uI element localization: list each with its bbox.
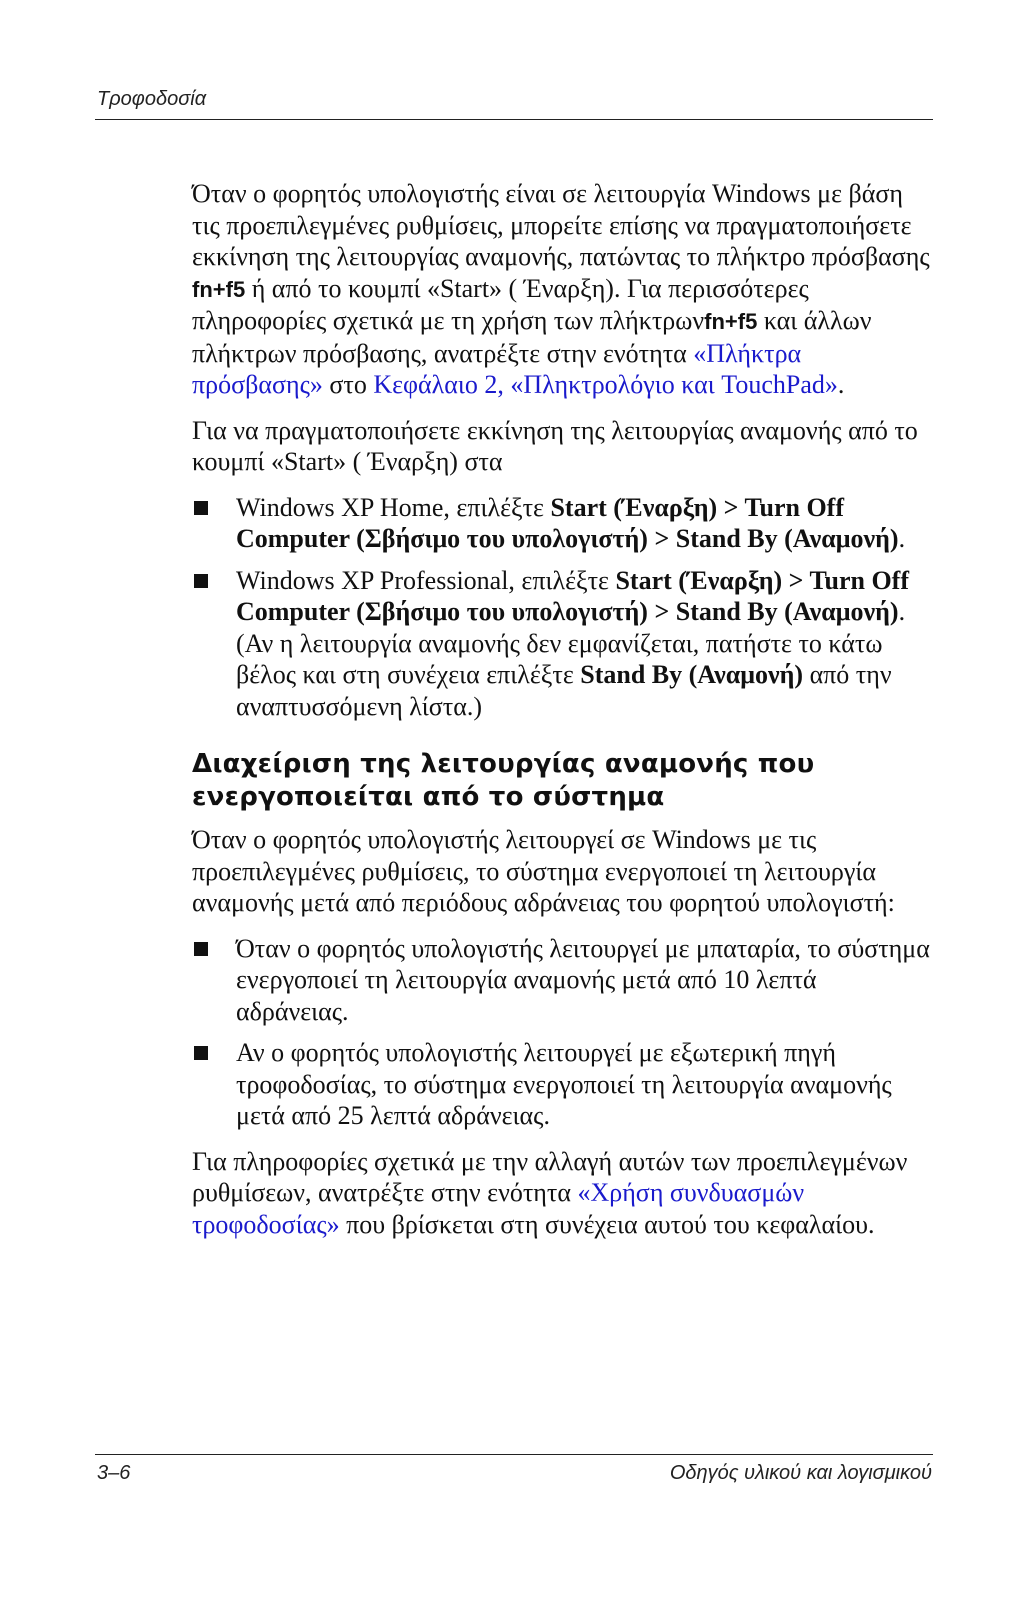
bullet-square-icon (194, 501, 208, 515)
intro-paragraph (192, 178, 932, 401)
more-info-paragraph (192, 1146, 932, 1241)
link-chapter-2[interactable]: Κεφάλαιο 2, «Πληκτρολόγιο και TouchPad» (373, 370, 838, 399)
timeout-bullet-list (192, 933, 932, 1132)
bullet-square-icon (194, 942, 208, 956)
bullet-square-icon (194, 574, 208, 588)
menu-path: Start (Έναρξη) > Turn Off Computer (Σβήσιμο του υπολογιστή) > Stand By (Αναμονή) (236, 565, 909, 626)
hotkey-fn-f5: fn+f5 (704, 309, 758, 334)
link-hotkeys[interactable]: «Πλήκτρα πρόσβασης» (192, 338, 802, 399)
text-run: από την αναπτυσσόμενη λίστα.) (236, 660, 892, 721)
text-run: Όταν ο φορητός υπολογιστής λειτουργεί με μπαταρία, το σύστημα ενεργοποιεί τη λειτουργία αναμονής μετά από 10 λεπτά αδράνειας. (236, 933, 930, 1026)
text-run: . (Αν η λειτουργία αναμονής δεν εμφανίζεται, πατήστε το κάτω βέλος και στη συνέχεια επιλέξτε (236, 597, 906, 689)
text-run: και άλλων πλήκτρων πρόσβασης, ανατρέξτε στην ενότητα (192, 306, 872, 368)
text-run: . (837, 370, 845, 399)
standby-start-paragraph: Για να πραγματοποιήσετε εκκίνηση της λειτουργίας αναμονής από το κουμπί «Start» ( Έναρξη) στα (192, 415, 918, 476)
header-rule (95, 119, 933, 120)
footer-title: Οδηγός υλικού και λογισμικού (669, 1462, 932, 1484)
text-run: ή από το κουμπί «Start» ( Έναρξη). Για περισσότερες πληροφορίες σχετικά με τη χρήση των πλήκτρων (192, 273, 809, 335)
text-run: που βρίσκεται στη συνέχεια αυτού του κεφαλαίου. (339, 1209, 875, 1239)
menu-path: Start (Έναρξη) > Turn Off Computer (Σβήσιμο του υπολογιστή) > Stand By (Αναμονή) (236, 492, 899, 553)
text-run: Αν ο φορητός υπολογιστής λειτουργεί με εξωτερική πηγή τροφοδοσίας, το σύστημα ενεργοποιεί τη λειτουργία αναμονής μετά από 25 λεπτά αδράνειας. (236, 1038, 892, 1130)
menu-item-stand-by: Stand By (Αναμονή) (580, 660, 804, 689)
list-item (192, 933, 932, 1028)
text-run: Όταν ο φορητός υπολογιστής είναι σε λειτουργία Windows με βάση τις προεπιλεγμένες ρυθμίσεις, μπορείτε επίσης να πραγματοποιήσετε εκκίνηση της λειτουργίας αναμονής, πατώντας το πλήκτρο πρόσβασης (192, 179, 930, 271)
text-run: Για πληροφορίες σχετικά με την αλλαγή αυτών των προεπιλεγμένων ρυθμίσεων, ανατρέξτε στην ενότητα (192, 1146, 908, 1207)
footer-rule (95, 1454, 933, 1455)
text-run: Windows XP Professional, επιλέξτε (236, 565, 616, 595)
page-number: 3–6 (97, 1462, 131, 1484)
text-run: . (898, 524, 906, 553)
system-standby-paragraph: Όταν ο φορητός υπολογιστής λειτουργεί σε Windows με τις προεπιλεγμένες ρυθμίσεις, το σύστημα ενεργοποιεί τη λειτουργία αναμονής μετά από περιόδους αδράνειας του φορητού υπολογιστή: (192, 825, 895, 917)
os-bullet-list (192, 492, 932, 723)
list-item (192, 565, 932, 723)
body-column (192, 178, 932, 1254)
section-heading: Διαχείριση της λειτουργίας αναμονής που ενεργοποιείται από το σύστημα (192, 749, 815, 812)
list-item (192, 492, 932, 555)
text-run: στο (322, 370, 374, 399)
link-power-schemes[interactable]: «Χρήση συνδυασμών τροφοδοσίας» (192, 1178, 805, 1239)
running-head: Τροφοδοσία (97, 88, 207, 110)
list-item (192, 1037, 932, 1132)
text-run: Windows XP Home, επιλέξτε (236, 492, 551, 522)
hotkey-fn-f5: fn+f5 (192, 276, 246, 302)
bullet-square-icon (194, 1046, 208, 1060)
